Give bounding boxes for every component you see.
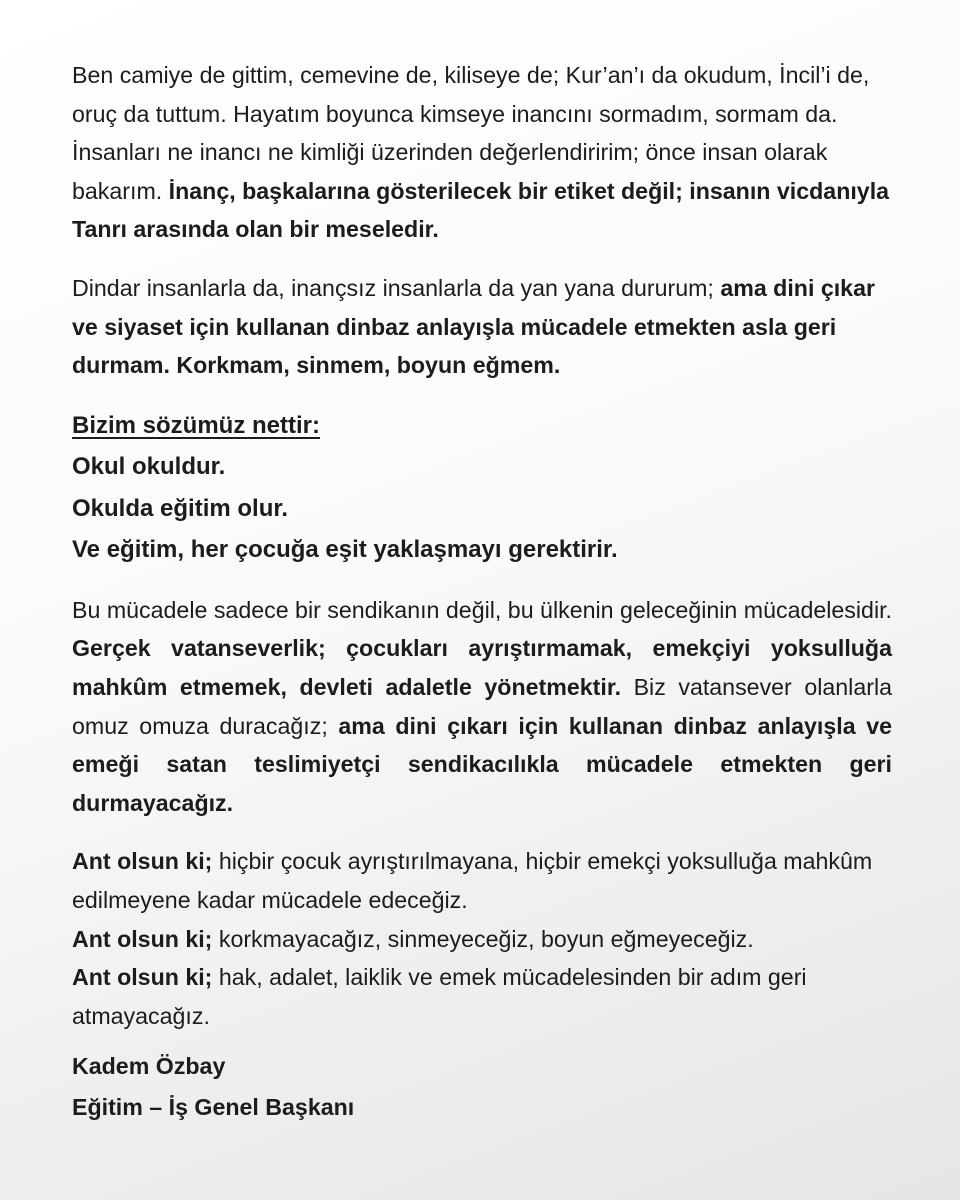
oath-line xyxy=(72,842,892,919)
paragraph-patriotism-text: Biz vatansever olanlarla omuz omuza duracağız; xyxy=(72,673,893,739)
paragraph-stance xyxy=(72,269,892,385)
paragraph-patriotism-emphasis: ama dini çıkarı için kullanan dinbaz anlayışla ve emeği satan teslimiyetçi sendikacılıkla mücadele etmekten geri durmayacağız. xyxy=(72,712,892,816)
oath-text: hiçbir çocuk ayrıştırılmayana, hiçbir emekçi yoksulluğa mahkûm edilmeyene kadar mücadele edeceğiz. xyxy=(72,848,873,913)
paragraph-stance-text: Dindar insanlarla da, inançsız insanlarla da yan yana dururum; xyxy=(72,274,721,301)
oath-prefix: Ant olsun ki; xyxy=(72,964,213,991)
motto-heading: Bizim sözümüz nettir: xyxy=(72,411,321,439)
statement-body xyxy=(72,56,892,1055)
motto-block xyxy=(72,405,892,571)
paragraph-faith-emphasis: İnanç, başkalarına gösterilecek bir etiket değil; insanın vicdanıyla Tanrı arasında olan bir meseledir. xyxy=(72,177,890,243)
paragraph-stance-emphasis: ama dini çıkar ve siyaset için kullanan dinbaz anlayışla mücadele etmekten asla geri durmam. Korkmam, sinmem, boyun eğmem. xyxy=(72,274,875,379)
oath-line xyxy=(72,920,892,959)
oath-text: korkmayacağız, sinmeyeceğiz, boyun eğmeyeceğiz. xyxy=(212,925,754,952)
signature-title: Eğitim – İş Genel Başkanı xyxy=(72,1094,355,1120)
motto-line: Ve eğitim, her çocuğa eşit yaklaşmayı gerektirir. xyxy=(72,536,618,564)
paragraph-faith xyxy=(72,56,892,249)
oath-text: hak, adalet, laiklik ve emek mücadelesinden bir adım geri atmayacağız. xyxy=(72,964,807,1029)
paragraph-faith-text: Ben camiye de gittim, cemevine de, kiliseye de; Kur’an’ı da okudum, İncil’i de, oruç da tuttum. Hayatım boyunca kimseye inancını sormadım, sormam da. İnsanları ne inancı ne kimliği üzerinden değerlendiririm; önce insan olarak bakarım. xyxy=(72,62,870,204)
oath-prefix: Ant olsun ki; xyxy=(72,848,213,875)
paragraph-patriotism-emphasis: Gerçek vatanseverlik; çocukları ayrıştırmamak, emekçiyi yoksulluğa mahkûm etmemek, devleti adaletle yönetmektir. xyxy=(72,635,892,700)
motto-line: Okulda eğitim olur. xyxy=(72,494,289,522)
paragraph-patriotism-text: Bu mücadele sadece bir sendikanın değil, bu ülkenin geleceğinin mücadelesidir. xyxy=(72,596,892,623)
paragraph-patriotism xyxy=(72,591,892,823)
oath-block xyxy=(72,842,892,1035)
oath-prefix: Ant olsun ki; xyxy=(72,925,213,952)
oath-line xyxy=(72,958,892,1035)
signature-name: Kadem Özbay xyxy=(72,1053,226,1079)
signature-block xyxy=(72,1046,354,1128)
motto-line: Okul okuldur. xyxy=(72,453,226,481)
